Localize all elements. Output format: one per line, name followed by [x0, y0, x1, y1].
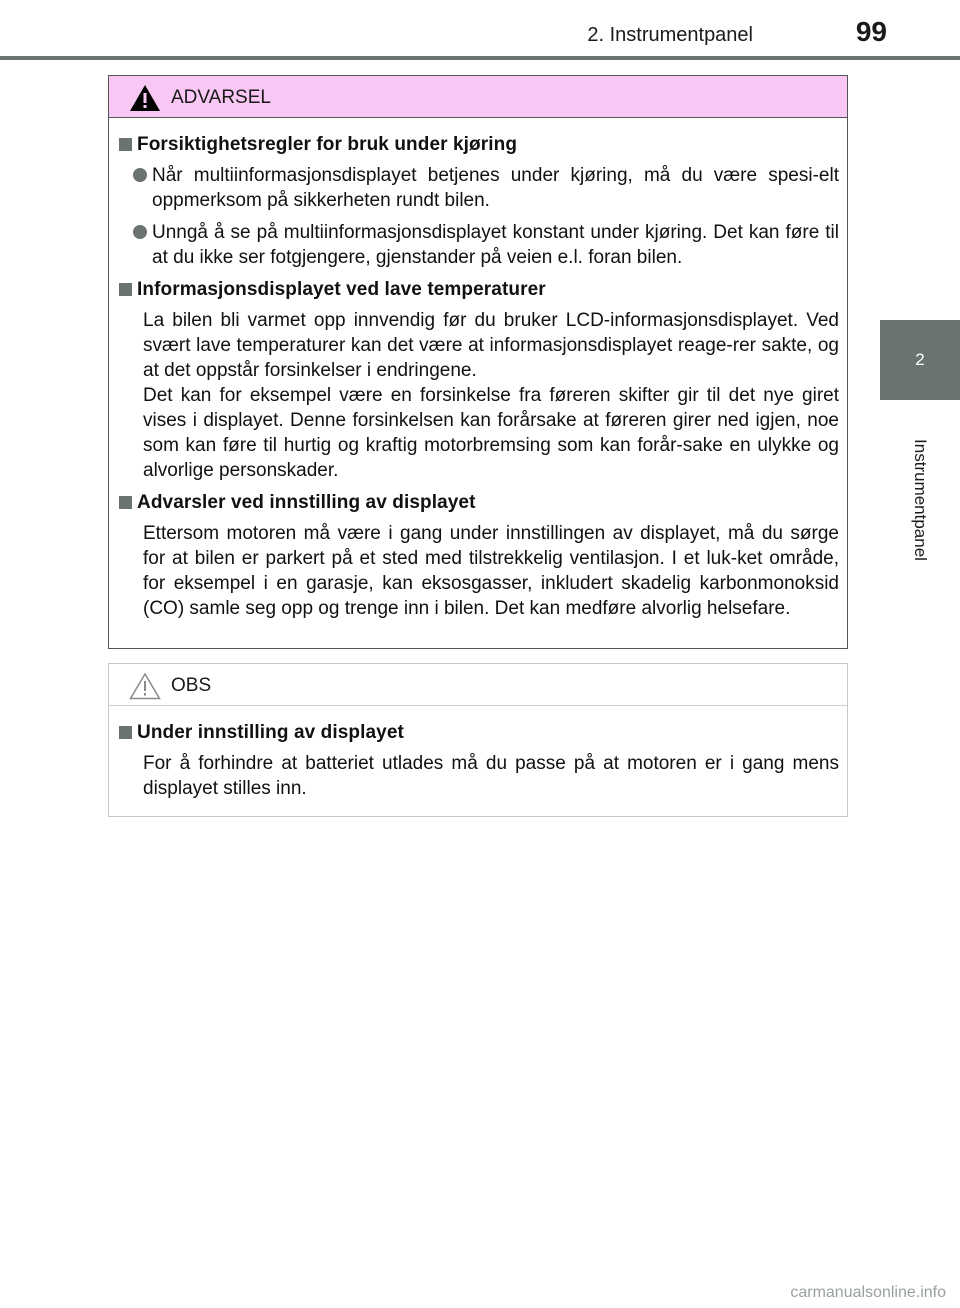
chapter-label-text: Instrumentpanel — [911, 439, 930, 561]
topic-square-icon — [119, 283, 132, 296]
paragraph: For å forhindre at batteriet utlades må du passe på at motoren er i gang mens displayet stilles inn. — [143, 753, 839, 799]
paragraph: La bilen bli varmet opp innvendig før du bruker LCD-informasjonsdisplayet. Ved svært lave temperaturer kan det være at informasjonsdisplayet reage-rer sakte, og at det oppstår forsinkelser i endringene. — [143, 310, 839, 381]
topic-square-icon — [119, 496, 132, 509]
topic-title: Advarsler ved innstilling av displayet — [137, 492, 476, 513]
chapter-label — [880, 400, 960, 600]
topic-title: Under innstilling av displayet — [137, 722, 404, 743]
paragraph: Ettersom motoren må være i gang under innstillingen av displayet, må du sørge for at bilen er parkert på et sted med tilstrekkelig ventilasjon. I et luk-ket område, for eksempel i en garasje, kan eksosgasser, inkludert skadelig karbonmonoksid (CO) samle seg opp og trenge inn i bilen. Det kan medføre alvorlig helsefare. — [143, 523, 839, 619]
page-header — [0, 0, 960, 60]
topic-square-icon — [119, 726, 132, 739]
warning-triangle-icon — [129, 84, 161, 112]
bullet-text: Unngå å se på multiinformasjonsdisplayet konstant under kjøring. Det kan føre til at du ikke ser fotgjengere, gjenstander på veien e.l. foran bilen. — [152, 222, 839, 268]
bullet-item — [133, 220, 839, 270]
warning-box-body — [109, 118, 847, 621]
topic-heading — [119, 132, 839, 157]
section-title: 2. Instrumentpanel — [587, 24, 753, 46]
warning-box — [108, 75, 848, 649]
caution-outline-triangle-icon — [129, 672, 161, 700]
notice-box-header — [109, 664, 847, 706]
topic-square-icon — [119, 138, 132, 151]
notice-box — [108, 663, 848, 817]
topic-title: Informasjonsdisplayet ved lave temperaturer — [137, 279, 546, 300]
topic-title: Forsiktighetsregler for bruk under kjøring — [137, 134, 518, 155]
chapter-tab — [880, 320, 960, 400]
notice-heading: OBS — [171, 675, 212, 696]
bullet-dot-icon — [133, 168, 147, 182]
footer-watermark: carmanualsonline.info — [790, 1284, 946, 1301]
bullet-dot-icon — [133, 225, 147, 239]
bullet-item — [133, 163, 839, 213]
topic-heading — [119, 277, 839, 302]
paragraph: Det kan for eksempel være en forsinkelse fra føreren skifter gir til det nye giret vises i displayet. Denne forsinkelsen kan forårsake at føreren girer ned igjen, noe som kan føre til hurtig og kraftig motorbremsing som kan forår-sake en ulykke og alvorlige personskader. — [143, 385, 839, 481]
notice-box-body — [109, 706, 847, 801]
header-rule — [0, 56, 960, 60]
chapter-number: 2 — [915, 350, 925, 369]
warning-box-header — [109, 76, 847, 118]
bullet-text: Når multiinformasjonsdisplayet betjenes under kjøring, må du være spesi-elt oppmerksom på sikkerheten rundt bilen. — [152, 165, 839, 211]
warning-heading: ADVARSEL — [171, 87, 271, 108]
topic-heading — [119, 490, 839, 515]
topic-heading — [119, 720, 839, 745]
page-number: 99 — [855, 16, 887, 47]
